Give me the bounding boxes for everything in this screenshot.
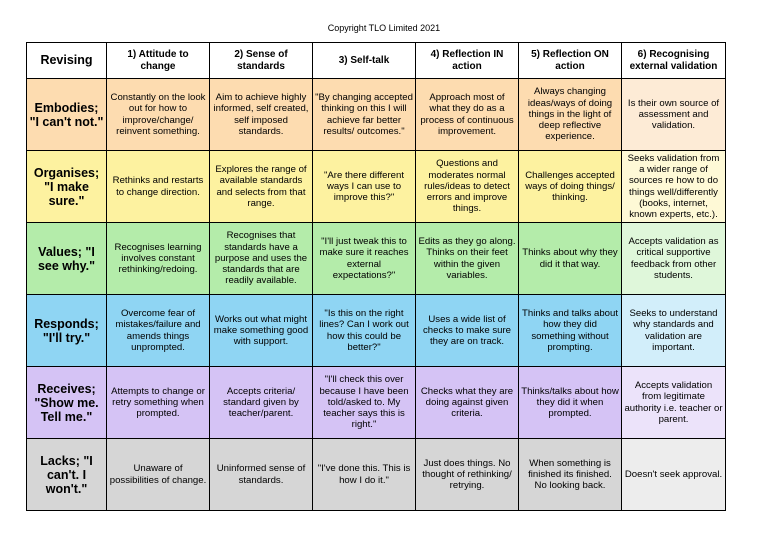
column-header: 2) Sense of standards: [210, 43, 313, 79]
table-cell: Checks what they are doing against given criteria.: [416, 367, 519, 439]
table-cell: Works out what might make something good with support.: [210, 295, 313, 367]
table-cell: Explores the range of available standards and selects from that range.: [210, 151, 313, 223]
row-level-label: Embodies; "I can't not.": [27, 79, 107, 151]
table-cell: Thinks about why they did it that way.: [519, 223, 622, 295]
table-row: [27, 367, 726, 439]
row-level-label: Organises; "I make sure.": [27, 151, 107, 223]
table-cell: Unaware of possibilities of change.: [107, 439, 210, 511]
row-level-label: Responds; "I'll try.": [27, 295, 107, 367]
column-header: 3) Self-talk: [313, 43, 416, 79]
table-cell: Seeks validation from a wider range of sources re how to do things well/differently (books, internet, known experts, etc.).: [622, 151, 726, 223]
table-cell: Overcome fear of mistakes/failure and amends things unprompted.: [107, 295, 210, 367]
revising-rubric-table: [26, 42, 726, 511]
row-level-label: Values; "I see why.": [27, 223, 107, 295]
column-header: 1) Attitude to change: [107, 43, 210, 79]
row-level-label: Receives; "Show me. Tell me.": [27, 367, 107, 439]
corner-header: Revising: [27, 43, 107, 79]
table-cell: Challenges accepted ways of doing things/ thinking.: [519, 151, 622, 223]
header-row: [27, 43, 726, 79]
table-row: [27, 79, 726, 151]
table-cell: "I'll check this over because I have been told/asked to. My teacher says this is right.": [313, 367, 416, 439]
copyright-notice: Copyright TLO Limited 2021: [327, 23, 441, 33]
table-cell: Thinks/talks about how they did it when prompted.: [519, 367, 622, 439]
table-cell: "By changing accepted thinking on this I will achieve far better results/ outcomes.": [313, 79, 416, 151]
table-cell: Approach most of what they do as a process of continuous improvement.: [416, 79, 519, 151]
column-header: 5) Reflection ON action: [519, 43, 622, 79]
table-cell: Aim to achieve highly informed, self created, self imposed standards.: [210, 79, 313, 151]
table-cell: Edits as they go along. Thinks on their feet within the given variables.: [416, 223, 519, 295]
table-cell: When something is finished its finished. No looking back.: [519, 439, 622, 511]
table-cell: Uses a wide list of checks to make sure they are on track.: [416, 295, 519, 367]
table-row: [27, 439, 726, 511]
table-cell: Always changing ideas/ways of doing things in the light of deep reflective experience.: [519, 79, 622, 151]
table-row: [27, 151, 726, 223]
row-level-label: Lacks; "I can't. I won't.": [27, 439, 107, 511]
table-cell: "I'll just tweak this to make sure it reaches external expectations?": [313, 223, 416, 295]
table-cell: Uninformed sense of standards.: [210, 439, 313, 511]
table-cell: "Is this on the right lines? Can I work out how this could be better?": [313, 295, 416, 367]
table-cell: "I've done this. This is how I do it.": [313, 439, 416, 511]
table-cell: Recognises that standards have a purpose and uses the standards that are readily available.: [210, 223, 313, 295]
column-header: 6) Recognising external validation: [622, 43, 726, 79]
table-cell: Accepts criteria/ standard given by teacher/parent.: [210, 367, 313, 439]
table-cell: Questions and moderates normal rules/ideas to detect errors and improve things.: [416, 151, 519, 223]
table-cell: Just does things. No thought of rethinking/ retrying.: [416, 439, 519, 511]
table-cell: Rethinks and restarts to change direction.: [107, 151, 210, 223]
column-header: 4) Reflection IN action: [416, 43, 519, 79]
table-cell: Is their own source of assessment and validation.: [622, 79, 726, 151]
table-cell: Recognises learning involves constant rethinking/redoing.: [107, 223, 210, 295]
table-cell: Accepts validation from legitimate authority i.e. teacher or parent.: [622, 367, 726, 439]
table-cell: Accepts validation as critical supportive feedback from other students.: [622, 223, 726, 295]
table-cell: "Are there different ways I can use to improve this?": [313, 151, 416, 223]
table-cell: Doesn't seek approval.: [622, 439, 726, 511]
table-row: [27, 295, 726, 367]
table-cell: Seeks to understand why standards and validation are important.: [622, 295, 726, 367]
table-cell: Thinks and talks about how they did something without prompting.: [519, 295, 622, 367]
table-cell: Constantly on the look out for how to improve/change/ reinvent something.: [107, 79, 210, 151]
table-row: [27, 223, 726, 295]
table-cell: Attempts to change or retry something when prompted.: [107, 367, 210, 439]
